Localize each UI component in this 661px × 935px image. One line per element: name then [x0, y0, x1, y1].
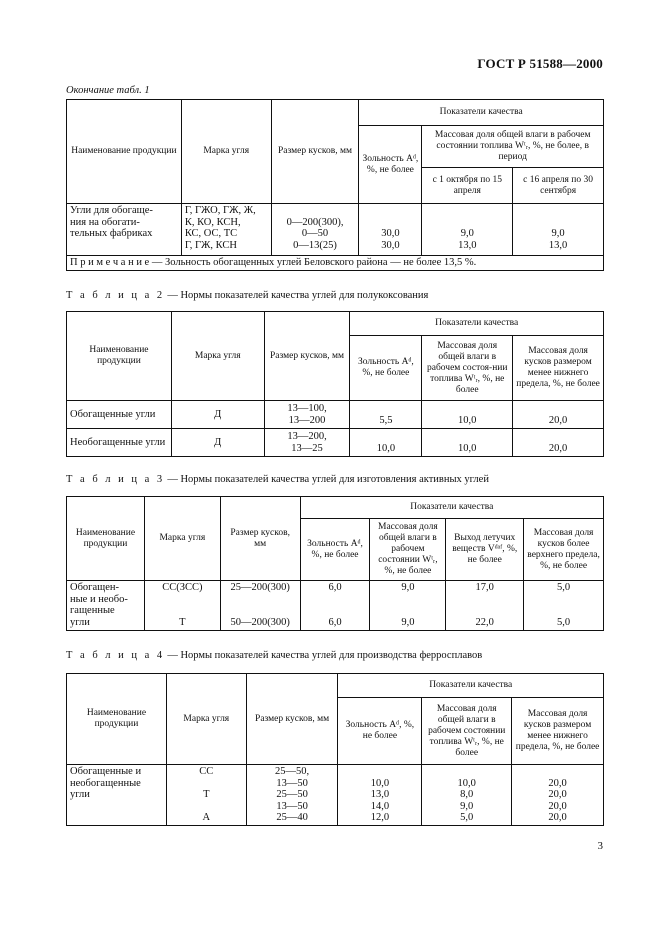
t3-header-size: Размер кусков, мм — [220, 497, 300, 581]
t2-moisture: 10,0 — [422, 429, 513, 457]
t1-header-quality: Показатели качества — [359, 100, 604, 126]
t1-header-size: Размер кусков, мм — [271, 100, 359, 204]
table4 — [66, 673, 604, 826]
t2-header-size: Размер кусков, мм — [264, 312, 350, 401]
t1-product: Угли для обогаще- ния на обогати- тельных фабриках — [67, 204, 182, 256]
t3-size: 25—200(300) 50—200(300) — [220, 581, 300, 631]
t3-ash: 6,0 6,0 — [300, 581, 370, 631]
t4-header-fines: Массовая доля кусков размером менее нижнего предела, %, не более — [512, 698, 604, 765]
t4-header-moisture: Массовая доля общей влаги в рабочем состоянии топлива Wᵗᵣ, %, не более — [422, 698, 512, 765]
t2-header-moisture: Массовая доля общей влаги в рабочем состоя-нии топлива Wᵗᵣ, %, не более — [422, 336, 513, 401]
t3-header-fines: Массовая доля кусков более верхнего предела, %, не более — [524, 519, 604, 581]
t3-product: Обогащен- ные и необо- гащенные угли — [67, 581, 145, 631]
t4-row — [67, 765, 604, 826]
table2-caption-label: Т а б л и ц а 2 — [66, 290, 165, 301]
t4-header-grade: Марка угля — [166, 674, 246, 765]
t2-ash: 5,5 — [350, 401, 422, 429]
t2-grade: Д — [171, 401, 264, 429]
table2-caption — [66, 290, 428, 301]
t1-note: П р и м е ч а н и е — Зольность обогащенных углей Беловского района — не более 13,5 %. — [67, 256, 604, 271]
table3-caption — [66, 474, 489, 485]
t1-size: 0—200(300), 0—50 0—13(25) — [271, 204, 359, 256]
t4-header-quality: Показатели качества — [338, 674, 604, 698]
table1 — [66, 99, 604, 271]
t3-fines: 5,0 5,0 — [524, 581, 604, 631]
t2-header-grade: Марка угля — [171, 312, 264, 401]
t4-ash: 10,0 13,0 14,0 12,0 — [338, 765, 422, 826]
t1-grade: Г, ГЖО, ГЖ, Ж, К, КО, КСН, КС, ОС, ТС Г, ГЖ, КСН — [181, 204, 271, 256]
t2-header-ash: Зольность Aᵈ, %, не более — [350, 336, 422, 401]
table4-caption-label: Т а б л и ц а 4 — [66, 650, 165, 661]
table3-caption-text: — Нормы показателей качества углей для изготовления активных углей — [164, 474, 489, 485]
t3-header-product: Наименование продукции — [67, 497, 145, 581]
t1-header-moisture: Массовая доля общей влаги в рабочем состоянии топлива Wᵗᵣ, %, не более, в период — [422, 126, 604, 168]
t2-header-fines: Массовая доля кусков размером менее нижнего предела, %, не более — [513, 336, 604, 401]
t1-ash: 30,0 30,0 — [359, 204, 422, 256]
t4-header-ash: Зольность Aᵈ, %, не более — [338, 698, 422, 765]
t4-header-size: Размер кусков, мм — [246, 674, 338, 765]
table4-caption — [66, 650, 482, 661]
t3-header-volatile: Выход летучих веществ Vᵈᵃᶠ, %, не более — [446, 519, 524, 581]
t4-moisture: 10,0 8,0 9,0 5,0 — [422, 765, 512, 826]
t3-moisture: 9,0 9,0 — [370, 581, 446, 631]
t2-row-1 — [67, 401, 604, 429]
t1-header-grade: Марка угля — [181, 100, 271, 204]
t3-header-quality: Показатели качества — [300, 497, 603, 519]
t2-size: 13—100, 13—200 — [264, 401, 350, 429]
t2-product: Обогащенные угли — [67, 401, 172, 429]
t2-header-quality: Показатели качества — [350, 312, 604, 336]
table2 — [66, 311, 604, 457]
t2-size: 13—200, 13—25 — [264, 429, 350, 457]
t2-fines: 20,0 — [513, 401, 604, 429]
t4-header-product: Наименование продукции — [67, 674, 167, 765]
t3-grade: СС(ЗСС) Т — [144, 581, 220, 631]
table1-caption: Окончание табл. 1 — [66, 85, 150, 96]
t4-grade: СС Т А — [166, 765, 246, 826]
t2-header-product: Наименование продукции — [67, 312, 172, 401]
t2-moisture: 10,0 — [422, 401, 513, 429]
t1-moisture-2: 9,0 13,0 — [513, 204, 604, 256]
t2-product: Необогащенные угли — [67, 429, 172, 457]
document-id: ГОСТ Р 51588—2000 — [477, 56, 603, 71]
t4-size: 25—50, 13—50 25—50 13—50 25—40 — [246, 765, 338, 826]
t3-header-grade: Марка угля — [144, 497, 220, 581]
t4-fines: 20,0 20,0 20,0 20,0 — [512, 765, 604, 826]
t2-row-2 — [67, 429, 604, 457]
t3-row — [67, 581, 604, 631]
table2-caption-text: — Нормы показателей качества углей для полукоксования — [164, 290, 429, 301]
t1-header-product: Наименование продукции — [67, 100, 182, 204]
table3-caption-label: Т а б л и ц а 3 — [66, 474, 165, 485]
table4-caption-text: — Нормы показателей качества углей для производства ферросплавов — [164, 650, 483, 661]
t1-header-period2: с 16 апреля по 30 сентября — [513, 168, 604, 204]
t1-header-ash: Зольность Aᵈ, %, не более — [359, 126, 422, 204]
t2-ash: 10,0 — [350, 429, 422, 457]
table3 — [66, 496, 604, 631]
t1-moisture-1: 9,0 13,0 — [422, 204, 513, 256]
t3-header-ash: Зольность Aᵈ, %, не более — [300, 519, 370, 581]
t4-product: Обогащенные и необогащенные угли — [67, 765, 167, 826]
page-number: 3 — [597, 840, 603, 852]
t1-header-period1: с 1 октября по 15 апреля — [422, 168, 513, 204]
t2-grade: Д — [171, 429, 264, 457]
t2-fines: 20,0 — [513, 429, 604, 457]
t3-volatile: 17,0 22,0 — [446, 581, 524, 631]
t3-header-moisture: Массовая доля общей влаги в рабочем состоянии Wᵗᵣ, %, не более — [370, 519, 446, 581]
